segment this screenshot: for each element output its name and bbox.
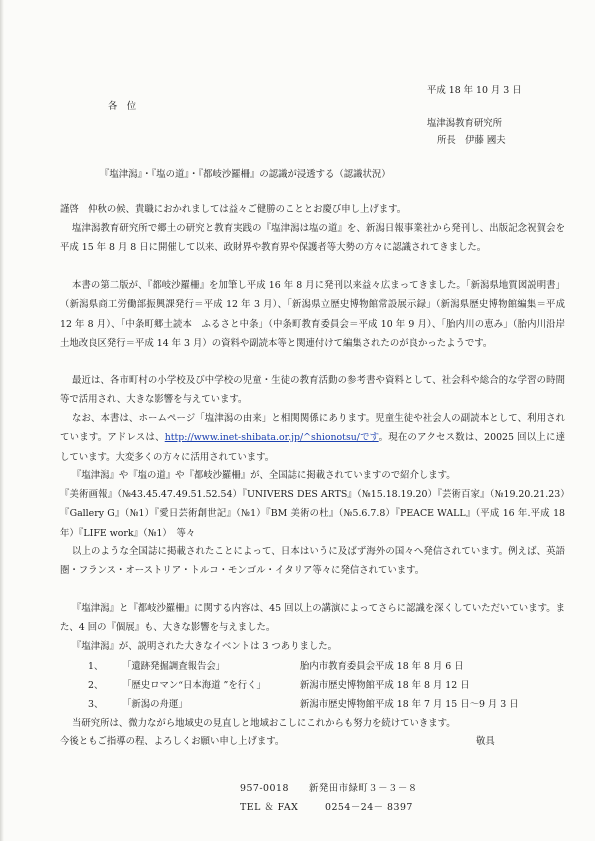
event-number: 1、 xyxy=(88,661,104,672)
homepage-link[interactable]: http://www.inet-shibata.or.jp/^shionotsu/です xyxy=(164,432,379,444)
closing-keigu: 敬具 xyxy=(476,736,495,747)
addressee: 各 位 xyxy=(108,101,137,112)
event-name: 「歴史ロマン“日本海道 ”を行く」 xyxy=(122,680,266,691)
event-number: 2、 xyxy=(88,680,104,691)
paragraph-national-magazines: 『塩津潟』や『塩の道』や『都岐沙羅柵』が、全国誌に掲載されていますので紹介します。 xyxy=(72,470,456,481)
paragraph-second-edition: 本書の第二版が、『都岐沙羅柵』を加筆し平成 16 年 8 月に発刊以来益々広まってきました。「新潟県地質図説明書」（新潟県商工労働部振興課発行＝平成 12 年 3 月）、「新潟県立歴史博物館常設展示録」（新潟県歴史博物館編集＝平成 12 年 8 月）、「中条町郷土読本 ふるさと中条」（中条町教育委員会＝平成 10 年 9 月）、「胎内川の恵み」（胎内川沿岸土地改良区発行＝平成 14 年 3 月）の資料や副読本等と関連付けて編集されたのが良かったようです。 xyxy=(60,280,565,349)
magazine-list: 『美術画報』（№43.45.47.49.51.52.54）『UNIVERS DES ARTS』（№15.18.19.20）『芸術百家』（№19.20.21.23）『Gallery G』（№1）『愛日芸術創世記』（№1）『BM 美術の杜』（№5.6.7.8）『PEACE WALL』（平成 16 年.平成 18 年）『LIFE work』（№1） 等々 xyxy=(60,489,565,539)
tel-fax-label: TEL ＆ FAX xyxy=(240,802,299,813)
paragraph-overseas: 以上のような全国誌に掲載されたことによって、日本はいうに及ばず海外の国々へ発信されています。例えば、英語圏・フランス・オーストリア・トルコ・モンゴル・イタリア等々に発信されています。 xyxy=(60,546,565,577)
closing-line-2: 今後ともご指導の程、よろしくお願い申し上げます。 xyxy=(60,736,285,747)
closing-line-1: 当研究所は、微力ながら地域史の見直しと地域おこしにこれからも努力を続けていきます。 xyxy=(72,718,456,729)
event-detail: 新潟市歴史博物館平成 18 年 8 月 12 日 xyxy=(300,680,470,691)
paragraph-schools: 最近は、各市町村の小学校及び中学校の児童・生徒の教育活動の参考書や資料として、社会科や総合的な学習の時間等で活用され、大きな影響を与えています。 xyxy=(60,375,565,406)
event-name: 「遺跡発掘調査報告会」 xyxy=(122,661,226,672)
page-scan-edge xyxy=(0,0,4,841)
document-title: 『塩津潟』・『塩の道』・『都岐沙羅柵』の認識が浸透する（認識状況） xyxy=(100,169,391,180)
sender-name: 所長 伊藤 國夫 xyxy=(437,135,506,146)
tel-fax-number: 0254－24－ 8397 xyxy=(325,802,413,813)
paragraph-publication: 塩津潟教育研究所で郷土の研究と教育実践の『塩津潟は塩の道』を、新潟日報事業社から発刊し、出版記念祝賀会を平成 15 年 8 月 8 日に開催して以来、政財界や教育界や保護者等大勢の方々に認識されてきました。 xyxy=(60,223,565,254)
access-count-text: 。現在のアクセス数は、20025 回以上に達しています。大変多くの方々に活用されています。 xyxy=(60,432,566,463)
homepage-text: なお、本書は、ホームページ「塩津潟の由来」と相関関係にあります。児童生徒や社会人の副読本として、利用されています。アドレスは、 xyxy=(60,413,565,444)
event-number: 3、 xyxy=(88,699,104,710)
opening-paragraph: 謹啓 仲秋の候、貴職におかれましては益々ご健勝のこととお慶び申し上げます。 xyxy=(60,204,407,215)
sender-organization: 塩津潟教育研究所 xyxy=(427,118,503,129)
paragraph-lectures: 『塩津潟』と『都岐沙羅柵』に関する内容は、45 回以上の講演によってさらに認識を深くしていただいています。また、4 回の『個展』も、大きな影響を与えました。 xyxy=(60,603,565,634)
document-date: 平成 18 年 10 月 3 日 xyxy=(427,85,522,96)
paragraph-events: 『塩津潟』が、説明された大きなイベントは 3 つありました。 xyxy=(72,641,338,652)
event-detail: 新潟市歴史博物館平成 18 年 7 月 15 日～9 月 3 日 xyxy=(300,699,519,710)
footer-address: 新発田市緑町３－３－８ xyxy=(309,783,418,794)
postal-code: 957-0018 xyxy=(240,783,289,794)
paragraph-homepage xyxy=(60,409,565,467)
event-name: 「新潟の舟運」 xyxy=(122,699,188,710)
event-detail: 胎内市教育委員会平成 18 年 8 月 6 日 xyxy=(300,661,464,672)
